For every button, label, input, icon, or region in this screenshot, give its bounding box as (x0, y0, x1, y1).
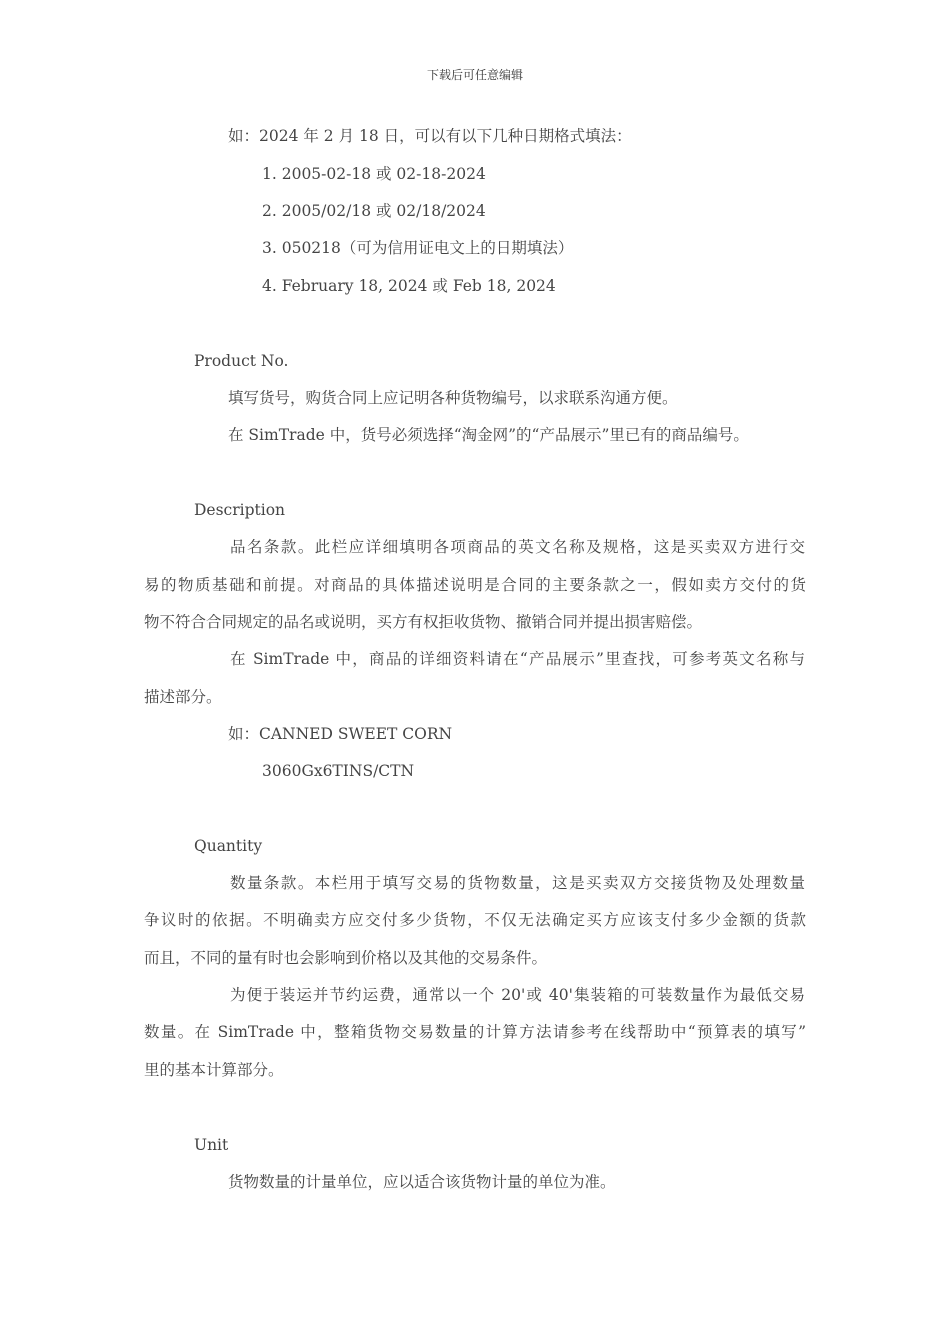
unit-para1: 货物数量的计量单位，应以适合该货物计量的单位为准。 (228, 1173, 616, 1191)
description-para1-line3: 物不符合合同规定的品名或说明，买方有权拒收货物、撤销合同并提出损害赔偿。 (144, 613, 703, 631)
date-format-3: 3. 050218（可为信用证电文上的日期填法） (262, 239, 574, 257)
date-format-1: 1. 2005-02-18 或 02-18-2024 (262, 165, 486, 183)
quantity-para2-line2: 数量。在 SimTrade 中，整箱货物交易数量的计算方法请参考在线帮助中“预算表的填写” (144, 1023, 806, 1041)
date-format-4: 4. February 18, 2024 或 Feb 18, 2024 (262, 277, 556, 295)
quantity-para2-line3: 里的基本计算部分。 (144, 1061, 284, 1079)
quantity-para1-line3: 而且，不同的量有时也会影响到价格以及其他的交易条件。 (144, 949, 548, 967)
description-heading: Description (194, 501, 286, 519)
quantity-para2-line1: 为便于装运并节约运费，通常以一个 20'或 40'集装箱的可装数量作为最低交易 (230, 986, 805, 1004)
product-no-heading: Product No. (194, 352, 289, 370)
date-intro: 如：2024 年 2 月 18 日，可以有以下几种日期格式填法： (228, 127, 632, 145)
description-example-line2: 3060Gx6TINS/CTN (262, 762, 415, 780)
product-no-para2: 在 SimTrade 中，货号必须选择“淘金网”的“产品展示”里已有的商品编号。 (228, 426, 749, 444)
quantity-heading: Quantity (194, 837, 263, 855)
unit-heading: Unit (194, 1136, 229, 1154)
quantity-para1-line1: 数量条款。本栏用于填写交易的货物数量，这是买卖双方交接货物及处理数量 (230, 874, 805, 892)
date-format-2: 2. 2005/02/18 或 02/18/2024 (262, 202, 486, 220)
description-para2-line1: 在 SimTrade 中，商品的详细资料请在“产品展示”里查找，可参考英文名称与 (230, 650, 805, 668)
description-para1-line2: 易的物质基础和前提。对商品的具体描述说明是合同的主要条款之一，假如卖方交付的货 (144, 576, 806, 594)
description-example-line1: 如：CANNED SWEET CORN (228, 725, 453, 743)
quantity-para1-line2: 争议时的依据。不明确卖方应交付多少货物，不仅无法确定买方应该支付多少金额的货款 (144, 911, 806, 929)
page-header: 下载后可任意编辑 (426, 68, 523, 82)
description-para2-line2: 描述部分。 (144, 688, 222, 706)
product-no-para1: 填写货号，购货合同上应记明各种货物编号，以求联系沟通方便。 (228, 389, 678, 407)
description-para1-line1: 品名条款。此栏应详细填明各项商品的英文名称及规格，这是买卖双方进行交 (230, 538, 805, 556)
